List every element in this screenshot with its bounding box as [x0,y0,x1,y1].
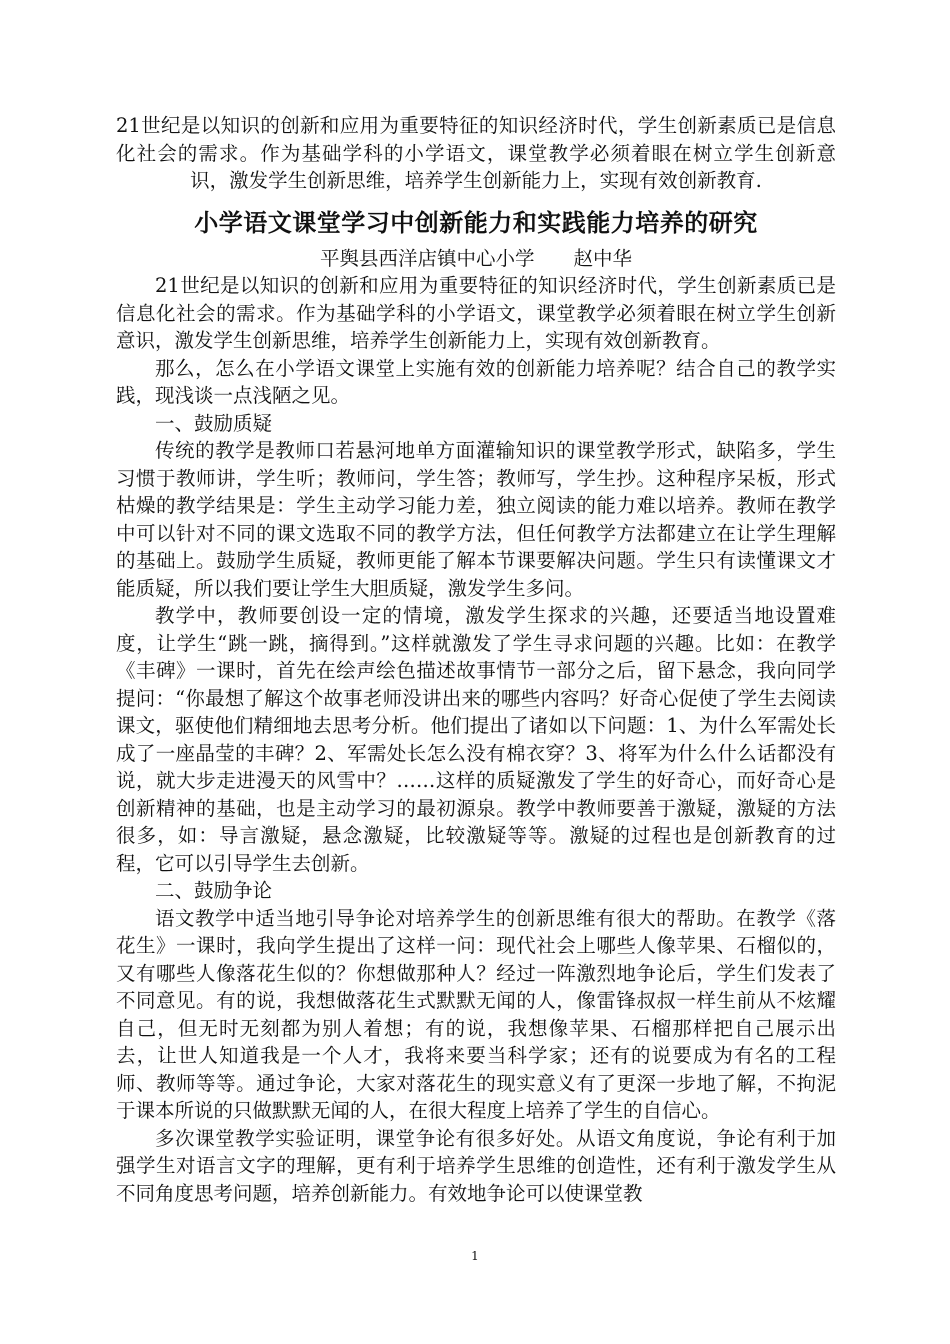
paragraph: 传统的教学是教师口若悬河地单方面灌输知识的课堂教学形式，缺陷多，学生习惯于教师讲，学生听；教师问，学生答；教师写，学生抄。这种程序呆板，形式枯燥的教学结果是：学生主动学习能力差，独立阅读的能力难以培养。教师在教学中可以针对不同的课文选取不同的教学方法，但任何教学方法都建立在让学生理解的基础上。鼓励学生质疑，教师更能了解本节课要解决问题。学生只有读懂课文才能质疑，所以我们要让学生大胆质疑，激发学生多问。 [116,439,836,600]
section-heading-2: 二、鼓励争论 [155,879,273,902]
section-heading-1: 一、鼓励质疑 [155,411,273,435]
article-body [116,272,836,1207]
abstract: 21世纪是以知识的创新和应用为重要特征的知识经济时代，学生创新素质已是信息化社会的需求。作为基础学科的小学语文，课堂教学必须着眼在树立学生创新意识，激发学生创新思维，培养学生创新能力上，实现有效创新教育. [116,114,836,192]
paragraph: 教学中，教师要创设一定的情境，激发学生探求的兴趣，还要适当地设置难度，让学生“跳一跳，摘得到。”这样就激发了学生寻求问题的兴趣。比如：在教学《丰碑》一课时，首先在绘声绘色描述故事情节一部分之后，留下悬念，我向同学提问：“你最想了解这个故事老师没讲出来的哪些内容吗？好奇心促使了学生去阅读课文，驱使他们精细地去思考分析。他们提出了诸如以下问题：1、为什么军需处长成了一座晶莹的丰碑？2、军需处长怎么没有棉衣穿？3、将军为什么什么话都没有说，就大步走进漫天的风雪中？……这样的质疑激发了学生的好奇心，而好奇心是创新精神的基础，也是主动学习的最初源泉。教学中教师要善于激疑，激疑的方法很多，如：导言激疑，悬念激疑，比较激疑等等。激疑的过程也是创新教育的过程，它可以引导学生去创新。 [116,604,836,875]
document-page [116,112,836,1207]
paragraph-question: 那么，怎么在小学语文课堂上实施有效的创新能力培养呢？结合自己的教学实践，现浅谈一点浅陋之见。 [116,356,836,407]
page-title: 小学语文课堂学习中创新能力和实践能力培养的研究 [194,208,758,237]
paragraph: 多次课堂教学实验证明，课堂争论有很多好处。从语文角度说，争论有利于加强学生对语言文字的理解，更有利于培养学生思维的创造性，还有利于激发学生从不同角度思考问题，培养创新能力。有效地争论可以使课堂教 [116,1126,836,1205]
paragraph: 语文教学中适当地引导争论对培养学生的创新思维有很大的帮助。在教学《落花生》一课时，我向学生提出了这样一问：现代社会上哪些人像苹果、石榴似的，又有哪些人像落花生似的？你想做那种人？经过一阵激烈地争论后，学生们发表了不同意见。有的说，我想做落花生式默默无闻的人，像雷锋叔叔一样生前从不炫耀自己，但无时无刻都为别人着想；有的说，我想像苹果、石榴那样把自己展示出去，让世人知道我是一个人才，我将来要当科学家；还有的说要成为有名的工程师、教师等等。通过争论，大家对落花生的现实意义有了更深一步地了解，不拘泥于课本所说的只做默默无闻的人，在很大程度上培养了学生的自信心。 [116,906,836,1122]
page-number: 1 [471,1249,479,1263]
author-line: 平舆县西洋店镇中心小学 赵中华 [319,246,632,270]
paragraph-intro: 21世纪是以知识的创新和应用为重要特征的知识经济时代，学生创新素质已是信息化社会的需求。作为基础学科的小学语文，课堂教学必须着眼在树立学生创新意识，激发学生创新思维，培养学生创新能力上，实现有效创新教育。 [116,274,836,352]
